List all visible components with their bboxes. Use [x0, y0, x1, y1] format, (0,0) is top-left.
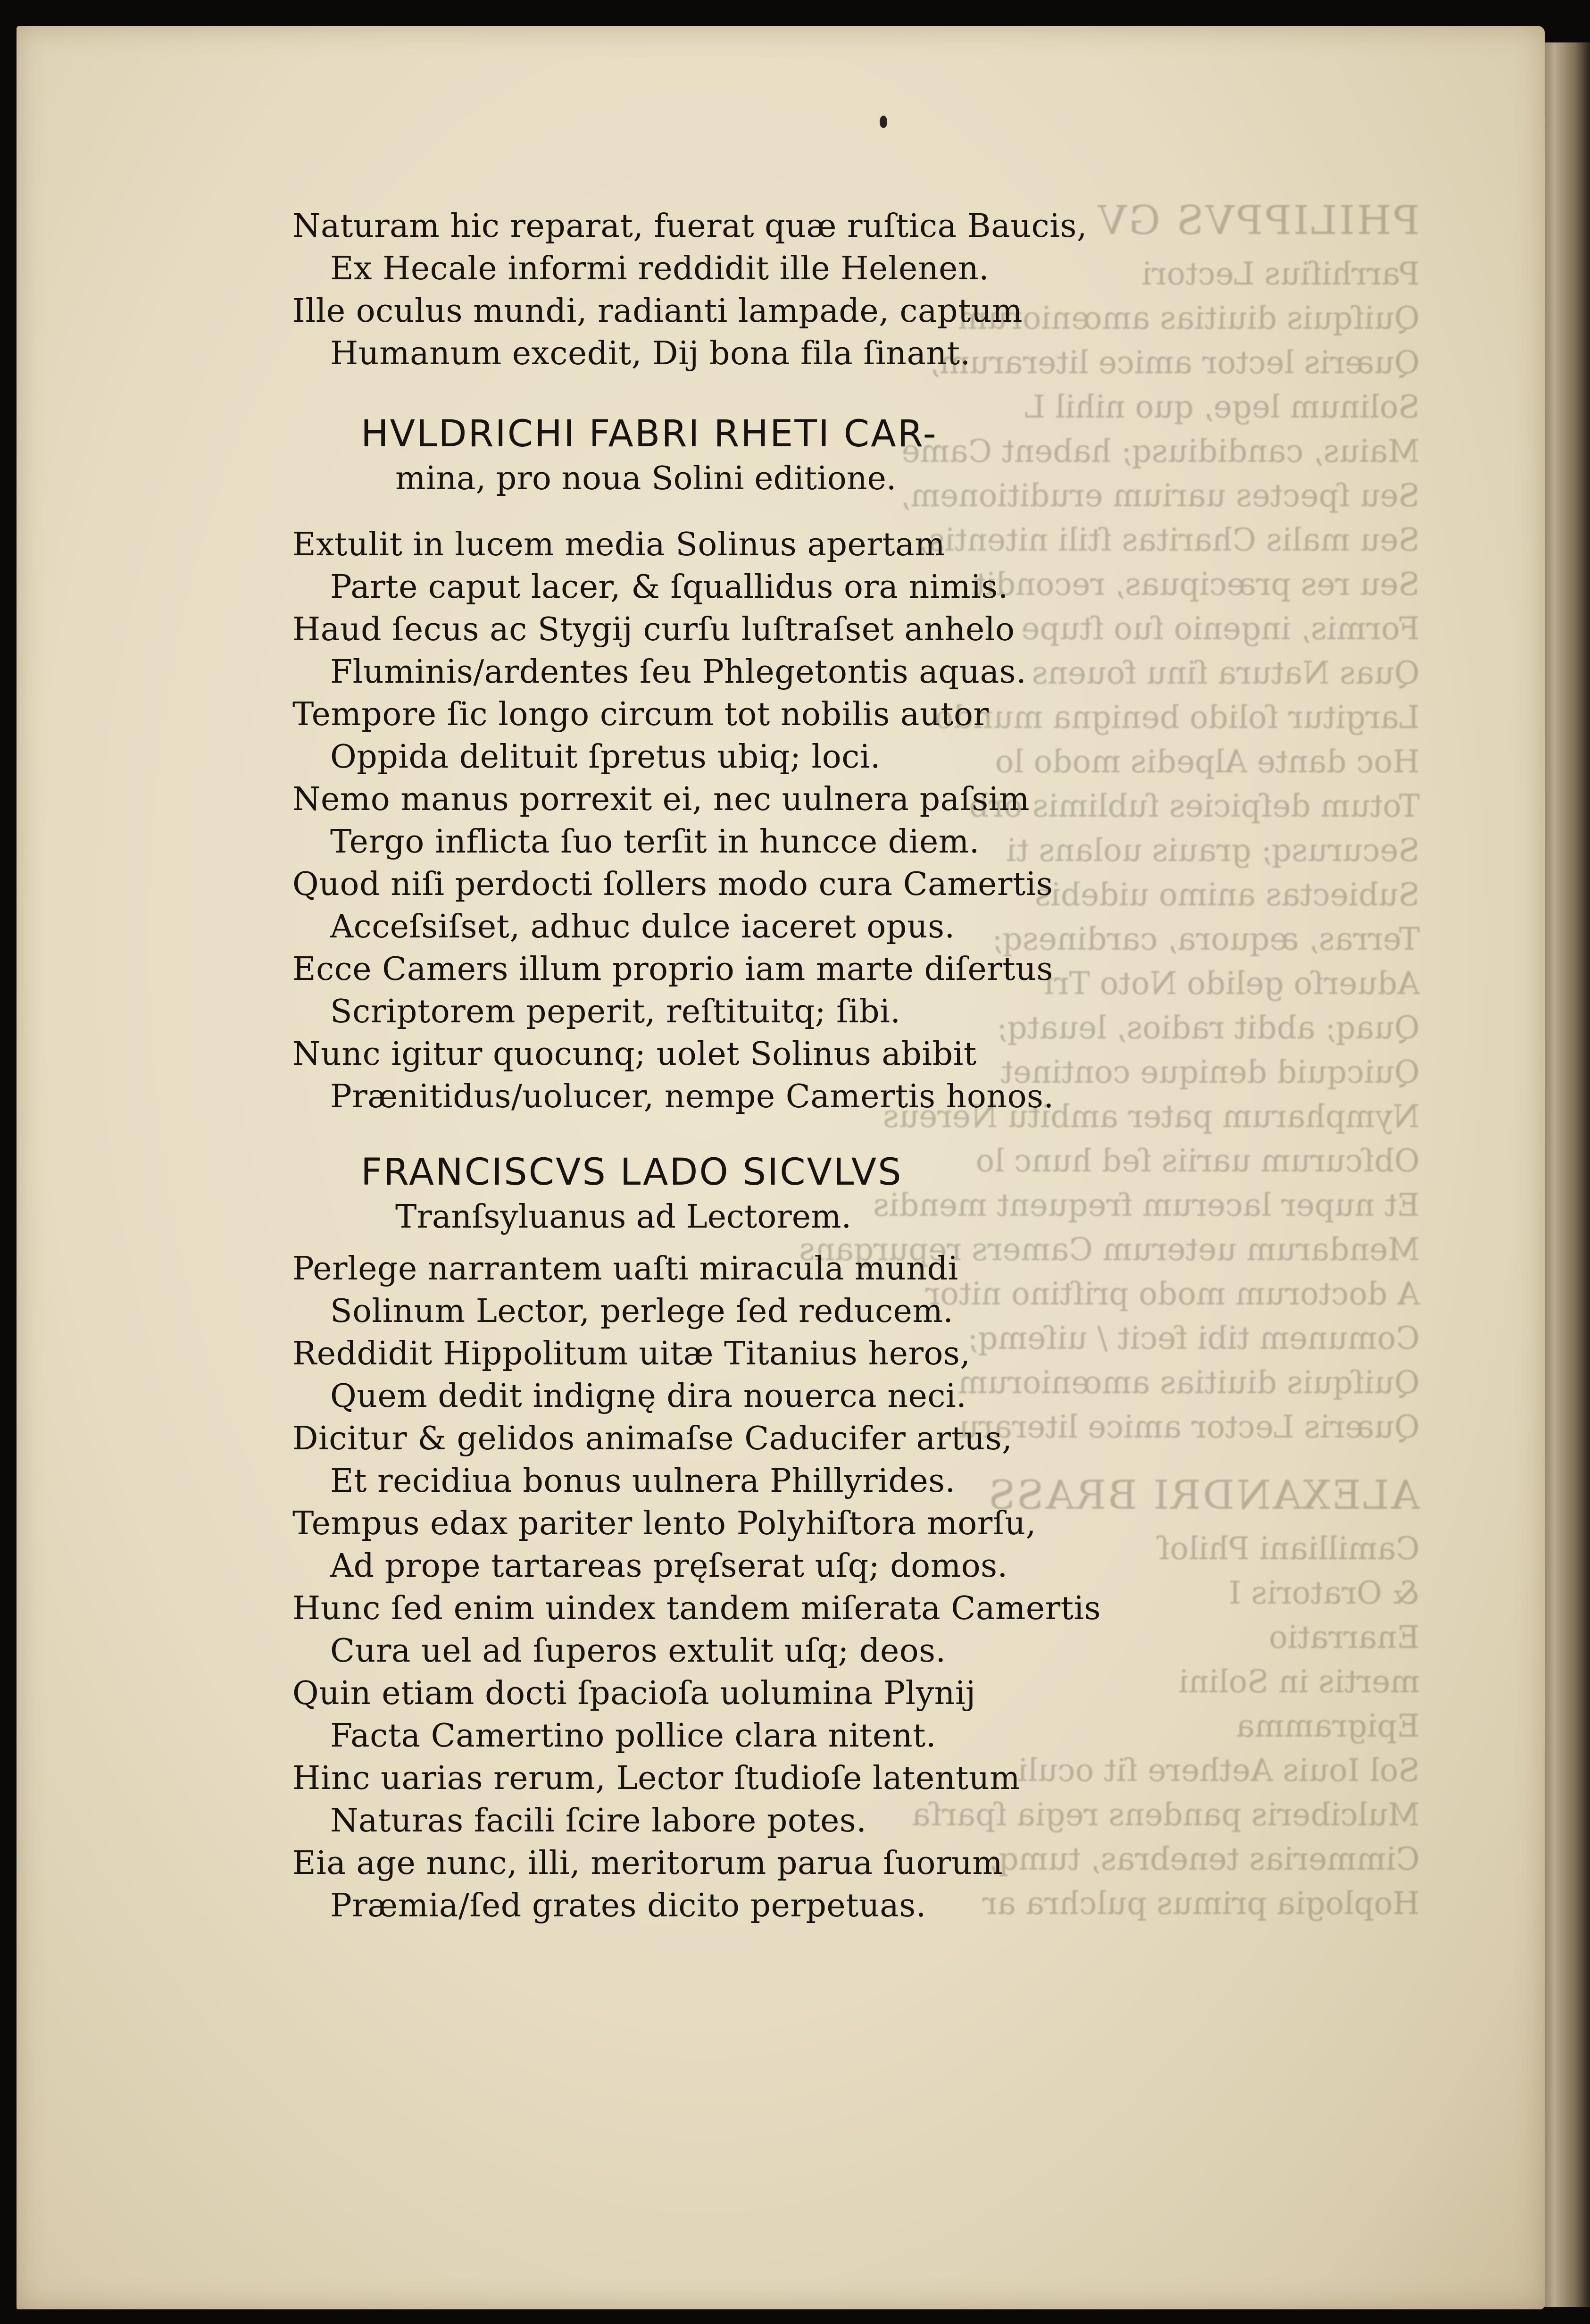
- verse-line: Quin etiam docti ſpacioſa uolumina Plynij: [292, 1675, 976, 1712]
- bleedthrough-line: Seu res præcipuas, recondit: [973, 566, 1420, 602]
- verse-line: Oppida delituit ſpretus ubiq; loci.: [330, 738, 881, 776]
- verse-line: Humanum excedit, Dij bona fila ſinant.: [330, 335, 971, 372]
- section-heading: HVLDRICHI FABRI RHETI CAR-: [361, 413, 938, 455]
- bleedthrough-line: Mulciberis pandens regia ſparſa: [912, 1797, 1420, 1833]
- bleedthrough-line: Quaq; abdit radios, leuatq;: [997, 1010, 1420, 1046]
- bleedthrough-line: ALEXANDRI BRASS: [986, 1472, 1420, 1518]
- verse-line: Nemo manus porrexit ei, nec uulnera paſsim: [292, 781, 1030, 818]
- section-heading: FRANCISCVS LADO SICVLVS: [361, 1151, 903, 1194]
- bleedthrough-line: Seu malis Charitas ſtili nitentis,: [919, 522, 1420, 558]
- bleedthrough-line: Quæris Lector amice literaru: [958, 1409, 1420, 1445]
- section-subheading: Tranſsyluanus ad Lectorem.: [395, 1198, 852, 1236]
- bleedthrough-line: Enarratio: [1269, 1619, 1420, 1655]
- verse-line: Quod niſi perdocti ſollers modo cura Camertis: [292, 866, 1053, 903]
- bleedthrough-line: Solinum lege, quo nihil L: [1024, 389, 1420, 425]
- verse-line: Dicitur & gelidos animaſse Caducifer artus,: [292, 1420, 1013, 1457]
- verse-line: Reddidit Hippolitum uitæ Titanius heros,: [292, 1335, 971, 1372]
- verse-line: Hinc uarias rerum, Lector ſtudioſe latentum: [292, 1760, 1021, 1797]
- bleedthrough-line: Parrhiſius Lectori: [1141, 256, 1420, 292]
- bleedthrough-line: Hoplogia primus pulchra ar: [982, 1885, 1420, 1922]
- verse-line: Tempore ſic longo circum tot nobilis autor: [292, 696, 989, 733]
- verse-line: Ad prope tartareas pręſserat uſq; domos.: [330, 1547, 1008, 1585]
- bleedthrough-line: Quæris lector amice literarum,: [930, 344, 1420, 381]
- bleedthrough-line: Sol Iouis Aethere ſit oculi: [1017, 1752, 1420, 1789]
- verse-line: Acceſsiſset, adhuc dulce iaceret opus.: [330, 908, 955, 945]
- bleedthrough-line: Camilliani Philoſ: [1158, 1530, 1420, 1567]
- section-subheading: mina, pro noua Solini editione.: [395, 460, 897, 497]
- verse-line: Quem dedit indignę dira nouerca neci.: [330, 1378, 967, 1415]
- bleedthrough-line: Quiſquis diuitias amœniorum: [958, 1364, 1420, 1401]
- verse-line: Ecce Camers illum proprio iam marte diſertus: [292, 951, 1053, 988]
- verse-line: Naturam hic reparat, fuerat quæ ruſtica Baucis,: [292, 208, 1087, 245]
- bleedthrough-line: Totum deſpicies ſublimis orb: [969, 788, 1420, 824]
- verse-line: Ille oculus mundi, radianti lampade, captum: [292, 293, 1023, 330]
- verse-line: Naturas facili ſcire labore potes.: [330, 1802, 867, 1839]
- verse-line: Ex Hecale informi reddidit ille Helenen.: [330, 250, 990, 287]
- bleedthrough-line: Et nuper lacerum frequent mendis: [873, 1187, 1420, 1223]
- bleedthrough-line: Quas Natura ſinu fouens: [1032, 655, 1420, 691]
- bleedthrough-line: Mendarum ueterum Camers repurgans: [799, 1231, 1420, 1268]
- verse-line: Præmia/ſed grates dicito perpetuas.: [330, 1887, 926, 1924]
- verse-line: Nunc igitur quocunq; uolet Solinus abibit: [292, 1036, 977, 1073]
- bleedthrough-line: Subiectas animo uidebis: [1034, 877, 1420, 913]
- bleedthrough-line: Cimmerias tenebras, tumq;: [988, 1841, 1420, 1877]
- bleedthrough-line: PHILIPPVS GV: [1096, 197, 1420, 243]
- bleedthrough-line: Nympharum pater ambitu Nereus: [882, 1098, 1420, 1135]
- verse-line: Solinum Lector, perlege ſed reducem.: [330, 1293, 954, 1330]
- verse-line: Eia age nunc, illi, meritorum parua ſuorum: [292, 1845, 1003, 1882]
- bleedthrough-line: Comunem tibi fecit / uiſemq;: [967, 1320, 1420, 1356]
- verse-line: Haud ſecus ac Stygij curſu luſtraſset anhelo: [292, 611, 1015, 648]
- verse-line: Cura uel ad ſuperos extulit uſq; deos.: [330, 1632, 946, 1670]
- bleedthrough-line: Quiſquis diuitias amœniorum: [958, 300, 1420, 336]
- verse-line: Prænitidus/uolucer, nempe Camertis honos.: [330, 1078, 1054, 1115]
- bleedthrough-line: mertis in Solini: [1178, 1664, 1420, 1700]
- bleedthrough-line: Quicquid denique continet: [1000, 1054, 1420, 1090]
- verse-line: Scriptorem peperit, reſtituitq; ſibi.: [330, 993, 901, 1030]
- verse-line: Fluminis/ardentes ſeu Phlegetontis aquas.: [330, 653, 1027, 691]
- verse-line: Hunc ſed enim uindex tandem miſerata Camertis: [292, 1590, 1101, 1627]
- bleedthrough-line: Obſcurum uariis ſed hunc lo: [975, 1143, 1420, 1179]
- bleedthrough-line: A doctorum modo priſtino nitor: [925, 1276, 1420, 1312]
- bleedthrough-line: Hoc dante Alpedis modo lo: [995, 744, 1420, 780]
- verse-line: Facta Camertino pollice clara nitent.: [330, 1717, 936, 1755]
- bleedthrough-line: Maius, candidiusq; habent Came: [901, 433, 1420, 469]
- verse-line: Tempus edax pariter lento Polyhiſtora morſu,: [292, 1505, 1036, 1542]
- verse-line: Perlege narrantem uaſti miracula mundi: [292, 1250, 958, 1287]
- bleedthrough-line: Aduerſo gelido Noto Tri: [1044, 965, 1420, 1002]
- bleedthrough-line: Terras, æquora, cardinesq;: [992, 921, 1420, 957]
- bleedthrough-line: Securusq; grauis uolans ti: [1006, 832, 1420, 869]
- verse-line: Et recidiua bonus uulnera Phillyrides.: [330, 1463, 956, 1500]
- bleedthrough-line: Seu ſpectes uarium eruditionem,: [900, 477, 1420, 514]
- verse-line: Tergo inflicta ſuo terſit in huncce diem.: [330, 823, 980, 861]
- verse-line: Parte caput lacer, & ſquallidus ora nimis.: [330, 568, 1008, 606]
- bleedthrough-line: Largitur ſolido benigna mundo: [934, 699, 1420, 736]
- bleedthrough-line: Epigramma: [1236, 1708, 1420, 1744]
- bleedthrough-line: Formis, ingenio ſuo ſtupe: [1021, 610, 1420, 647]
- verse-line: Extulit in lucem media Solinus apertam: [292, 526, 946, 563]
- bleedthrough-line: & Oratoris I: [1229, 1575, 1420, 1611]
